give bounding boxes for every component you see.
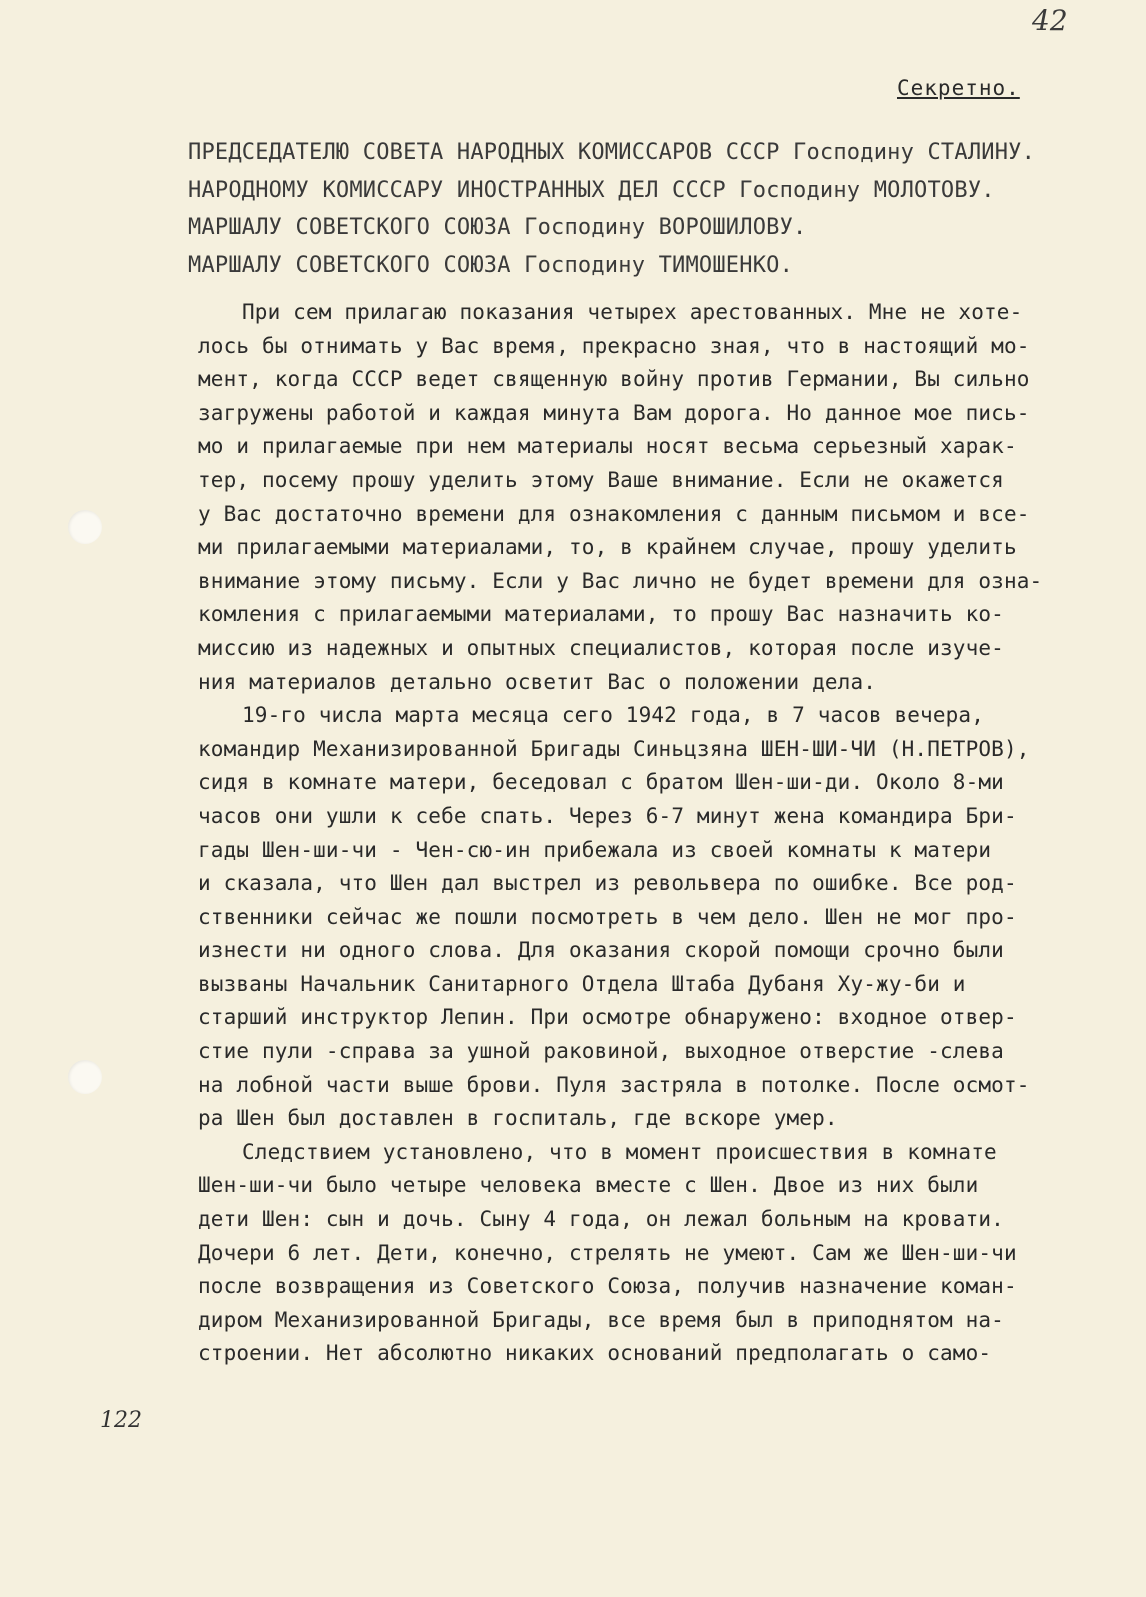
page-footer-number: 122 — [100, 1408, 142, 1433]
body-line: Дочери 6 лет. Дети, конечно, стрелять не умеют. Сам же Шен-ши-чи — [198, 1240, 1017, 1265]
body-line: мент, когда СССР ведет священную войну против Германии, Вы сильно — [198, 367, 1030, 392]
body-line: комления с прилагаемыми материалами, то прошу Вас назначить ко- — [198, 602, 1004, 627]
body-line: миссию из надежных и опытных специалистов, которая после изуче- — [198, 635, 1004, 660]
body-line: ми прилагаемыми материалами, то, в крайнем случае, прошу уделить — [198, 535, 1017, 560]
body-line: диром Механизированной Бригады, все время был в приподнятом на- — [198, 1307, 1004, 1332]
body-line: Следствием установлено, что в момент происшествия в комнате — [242, 1139, 997, 1164]
body-line: командир Механизированной Бригады Синьцзяна ШЕН-ШИ-ЧИ (Н.ПЕТРОВ), — [198, 736, 1030, 761]
addressee-line: НАРОДНОМУ КОМИССАРУ ИНОСТРАННЫХ ДЕЛ СССР Господину МОЛОТОВУ. — [188, 177, 995, 203]
body-line: При сем прилагаю показания четырех арестованных. Мне не хоте- — [242, 300, 1023, 324]
body-line: старший инструктор Лепин. При осмотре обнаружено: входное отвер- — [198, 1005, 1017, 1030]
letter-body — [198, 296, 1103, 1371]
punch-hole — [68, 1060, 102, 1094]
classification-mark: Секретно. — [897, 76, 1020, 100]
body-line: после возвращения из Советского Союза, получив назначение коман- — [198, 1274, 1017, 1299]
punch-hole — [68, 510, 102, 544]
body-line: часов они ушли к себе спать. Через 6-7 минут жена командира Бри- — [198, 803, 1017, 828]
body-line: вызваны Начальник Санитарного Отдела Штаба Дубаня Ху-жу-би и — [198, 971, 966, 996]
body-line: внимание этому письму. Если у Вас лично не будет времени для озна- — [198, 568, 1043, 593]
addressee-line: МАРШАЛУ СОВЕТСКОГО СОЮЗА Господину ТИМОШЕНКО. — [188, 252, 794, 278]
body-line: дети Шен: сын и дочь. Сыну 4 года, он лежал больным на кровати. — [198, 1207, 1004, 1232]
body-line: строении. Нет абсолютно никаких оснований предполагать о само- — [198, 1341, 992, 1366]
body-line: и сказала, что Шен дал выстрел из револьвера по ошибке. Все род- — [198, 871, 1017, 896]
body-line: лось бы отнимать у Вас время, прекрасно зная, что в настоящий мо- — [198, 333, 1030, 358]
body-line: Шен-ши-чи было четыре человека вместе с Шен. Двое из них были — [198, 1173, 979, 1198]
body-line: изнести ни одного слова. Для оказания скорой помощи срочно были — [198, 938, 1004, 963]
body-line: ния материалов детально осветит Вас о положении дела. — [198, 669, 877, 694]
sheet-number: 42 — [1032, 4, 1068, 37]
body-line: ственники сейчас же пошли посмотреть в чем дело. Шен не мог про- — [198, 904, 1017, 929]
body-line: у Вас достаточно времени для ознакомления с данным письмом и все- — [198, 501, 1030, 526]
body-line: ра Шен был доставлен в госпиталь, где вскоре умер. — [198, 1106, 838, 1131]
body-line: стие пули -справа за ушной раковиной, выходное отверстие -слева — [198, 1039, 1004, 1064]
body-line: 19-го числа марта месяца сего 1942 года, в 7 часов вечера, — [242, 703, 984, 728]
body-line: на лобной части выше брови. Пуля застряла в потолке. После осмот- — [198, 1072, 1030, 1097]
addressee-line: МАРШАЛУ СОВЕТСКОГО СОЮЗА Господину ВОРОШИЛОВУ. — [188, 215, 807, 240]
body-line: мо и прилагаемые при нем материалы носят весьма серьезный харак- — [198, 434, 1017, 459]
body-line: тер, посему прошу уделить этому Ваше внимание. Если не окажется — [198, 467, 1004, 492]
addressee-line: ПРЕДСЕДАТЕЛЮ СОВЕТА НАРОДНЫХ КОМИССАРОВ СССР Господину СТАЛИНУ. — [188, 140, 1036, 165]
addressee-block — [188, 134, 1088, 284]
body-line: сидя в комнате матери, беседовал с братом Шен-ши-ди. Около 8-ми — [198, 770, 1004, 795]
body-line: гады Шен-ши-чи - Чен-сю-ин прибежала из своей комнаты к матери — [198, 837, 992, 862]
body-line: загружены работой и каждая минута Вам дорога. Но данное мое пись- — [198, 400, 1030, 425]
